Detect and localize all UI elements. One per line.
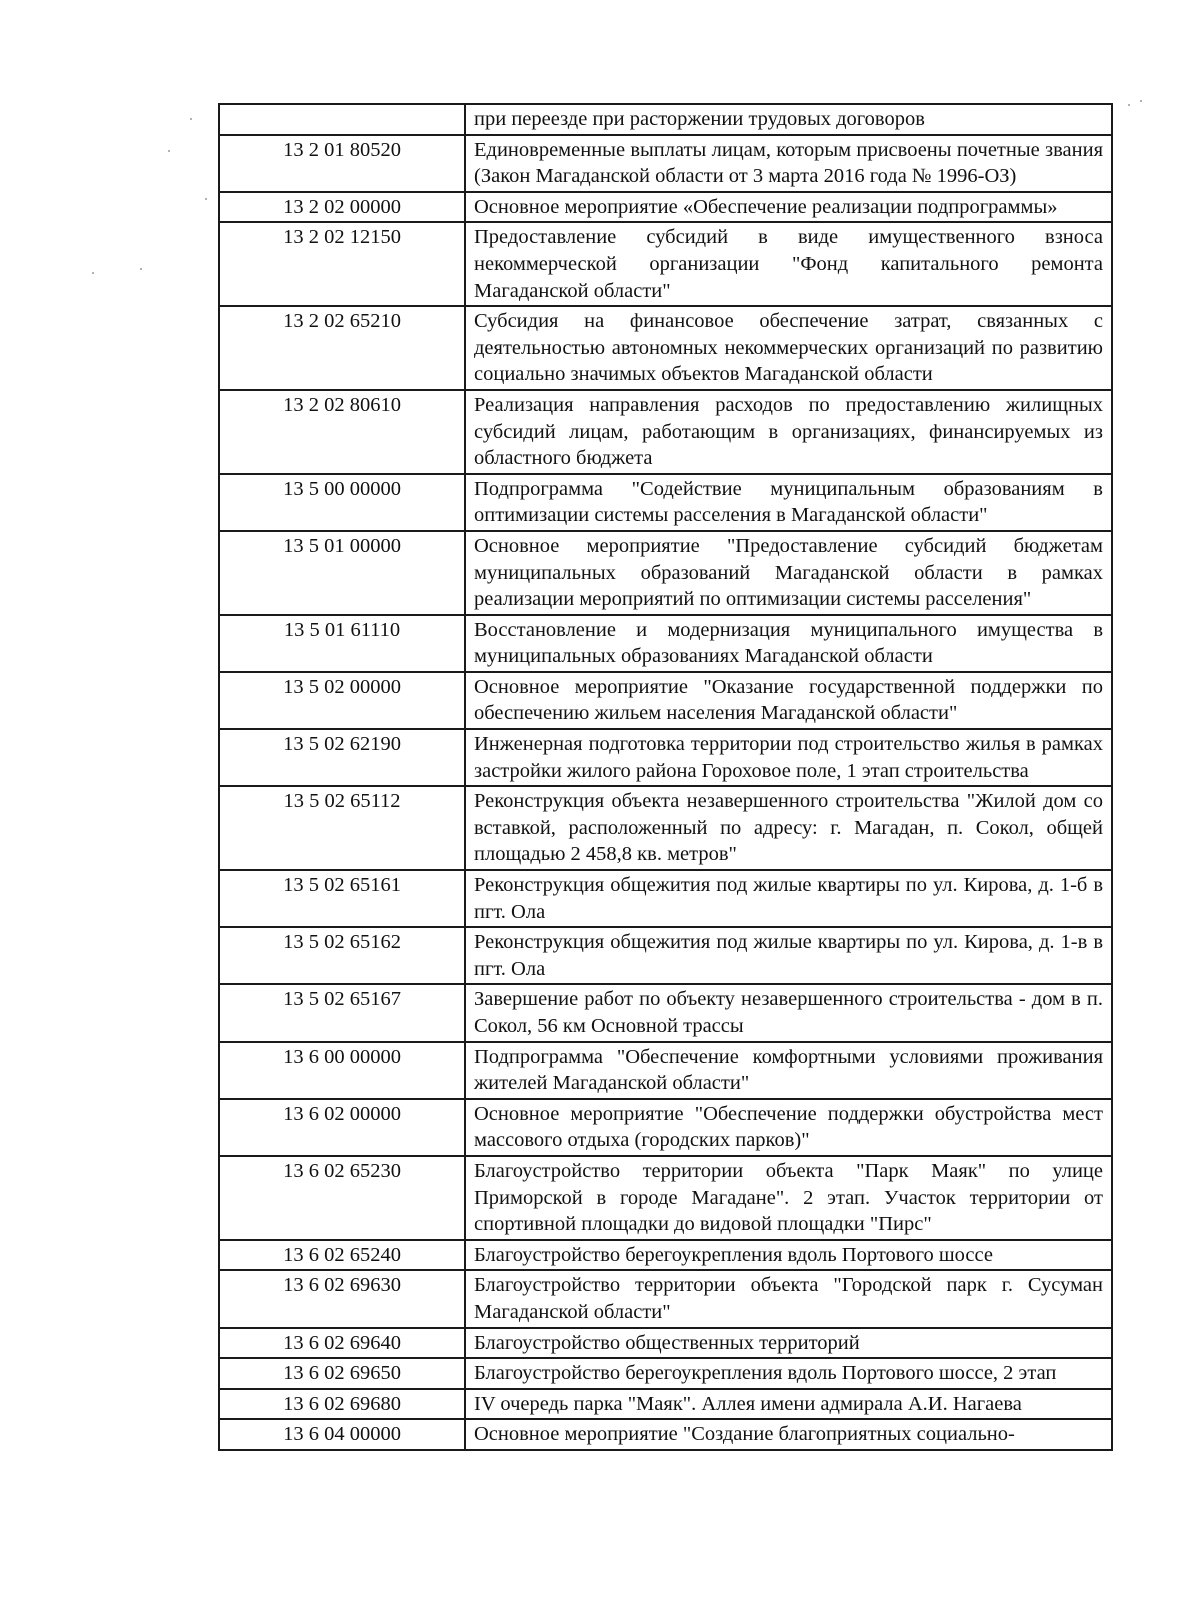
row-code: 13 5 02 65161 <box>219 870 465 927</box>
row-description: Основное мероприятие "Оказание государственной поддержки по обеспечению жильем населения Магаданской области" <box>465 672 1112 729</box>
row-description: Основное мероприятие "Создание благоприятных социально- <box>465 1419 1112 1450</box>
row-code: 13 5 02 62190 <box>219 729 465 786</box>
row-code: 13 5 02 65112 <box>219 786 465 870</box>
row-code: 13 6 02 69630 <box>219 1270 465 1327</box>
row-code: 13 5 02 00000 <box>219 672 465 729</box>
table-row <box>219 672 1112 729</box>
row-description: Восстановление и модернизация муниципального имущества в муниципальных образованиях Магаданской области <box>465 615 1112 672</box>
row-code: 13 6 02 69650 <box>219 1358 465 1389</box>
table-row <box>219 1328 1112 1359</box>
row-description: Инженерная подготовка территории под строительство жилья в рамках застройки жилого района Гороховое поле, 1 этап строительства <box>465 729 1112 786</box>
row-code: 13 6 00 00000 <box>219 1042 465 1099</box>
table-row <box>219 1358 1112 1389</box>
row-description: Благоустройство общественных территорий <box>465 1328 1112 1359</box>
scan-speck <box>205 198 207 200</box>
row-description: Реконструкция объекта незавершенного строительства "Жилой дом со вставкой, расположенный по адресу: г. Магадан, п. Сокол, общей площадью 2 458,8 кв. метров" <box>465 786 1112 870</box>
table-row <box>219 870 1112 927</box>
row-description: Подпрограмма "Обеспечение комфортными условиями проживания жителей Магаданской области" <box>465 1042 1112 1099</box>
row-description: Подпрограмма "Содействие муниципальным образованиям в оптимизации системы расселения в Магаданской области" <box>465 474 1112 531</box>
row-description: IV очередь парка "Маяк". Аллея имени адмирала А.И. Нагаева <box>465 1389 1112 1420</box>
table-row <box>219 1099 1112 1156</box>
table-row <box>219 192 1112 223</box>
row-code: 13 6 02 69640 <box>219 1328 465 1359</box>
row-description: Основное мероприятие «Обеспечение реализации подпрограммы» <box>465 192 1112 223</box>
scan-speck <box>140 268 142 270</box>
row-code: 13 5 01 61110 <box>219 615 465 672</box>
row-description: Основное мероприятие "Обеспечение поддержки обустройства мест массового отдыха (городских парков)" <box>465 1099 1112 1156</box>
table-row <box>219 135 1112 192</box>
row-code: 13 5 02 65167 <box>219 984 465 1041</box>
row-description: Субсидия на финансовое обеспечение затрат, связанных с деятельностью автономных некоммерческих организаций по развитию социально значимых объектов Магаданской области <box>465 306 1112 390</box>
table-row <box>219 222 1112 306</box>
scan-speck <box>1140 100 1142 102</box>
table-row <box>219 786 1112 870</box>
table-row <box>219 729 1112 786</box>
row-code: 13 2 02 80610 <box>219 390 465 474</box>
row-code: 13 5 01 00000 <box>219 531 465 615</box>
table-row <box>219 104 1112 135</box>
row-description: Благоустройство берегоукрепления вдоль Портового шоссе <box>465 1240 1112 1271</box>
row-description: при переезде при расторжении трудовых договоров <box>465 104 1112 135</box>
table-row <box>219 306 1112 390</box>
row-description: Реконструкция общежития под жилые квартиры по ул. Кирова, д. 1-в в пгт. Ола <box>465 927 1112 984</box>
scan-speck <box>1128 104 1130 106</box>
row-code: 13 2 01 80520 <box>219 135 465 192</box>
table-row <box>219 1042 1112 1099</box>
scan-speck <box>92 272 94 274</box>
table-row <box>219 615 1112 672</box>
row-description: Благоустройство территории объекта "Парк Маяк" по улице Приморской в городе Магадане". 2 этап. Участок территории от спортивной площадки до видовой площадки "Пирс" <box>465 1156 1112 1240</box>
row-description: Благоустройство территории объекта "Городской парк г. Сусуман Магаданской области" <box>465 1270 1112 1327</box>
budget-classification-table <box>218 103 1113 1451</box>
row-code <box>219 104 465 135</box>
scan-speck <box>190 118 192 120</box>
row-code: 13 6 02 00000 <box>219 1099 465 1156</box>
table-row <box>219 390 1112 474</box>
table-row <box>219 531 1112 615</box>
table-body <box>219 104 1112 1450</box>
row-description: Единовременные выплаты лицам, которым присвоены почетные звания (Закон Магаданской области от 3 марта 2016 года № 1996-ОЗ) <box>465 135 1112 192</box>
row-code: 13 6 02 65240 <box>219 1240 465 1271</box>
row-description: Основное мероприятие "Предоставление субсидий бюджетам муниципальных образований Магаданской области в рамках реализации мероприятий по оптимизации системы расселения" <box>465 531 1112 615</box>
table-row <box>219 474 1112 531</box>
table-row <box>219 984 1112 1041</box>
row-code: 13 2 02 00000 <box>219 192 465 223</box>
row-description: Реализация направления расходов по предоставлению жилищных субсидий лицам, работающим в организациях, финансируемых из областного бюджета <box>465 390 1112 474</box>
table-row <box>219 1389 1112 1420</box>
row-code: 13 6 02 65230 <box>219 1156 465 1240</box>
row-code: 13 6 02 69680 <box>219 1389 465 1420</box>
row-description: Предоставление субсидий в виде имущественного взноса некоммерческой организации "Фонд капитального ремонта Магаданской области" <box>465 222 1112 306</box>
row-code: 13 2 02 65210 <box>219 306 465 390</box>
row-code: 13 5 00 00000 <box>219 474 465 531</box>
row-code: 13 5 02 65162 <box>219 927 465 984</box>
table-row <box>219 1419 1112 1450</box>
row-code: 13 2 02 12150 <box>219 222 465 306</box>
row-description: Благоустройство берегоукрепления вдоль Портового шоссе, 2 этап <box>465 1358 1112 1389</box>
table-row <box>219 927 1112 984</box>
table-row <box>219 1270 1112 1327</box>
table-row <box>219 1240 1112 1271</box>
row-description: Завершение работ по объекту незавершенного строительства - дом в п. Сокол, 56 км Основной трассы <box>465 984 1112 1041</box>
scan-speck <box>168 150 170 152</box>
row-code: 13 6 04 00000 <box>219 1419 465 1450</box>
row-description: Реконструкция общежития под жилые квартиры по ул. Кирова, д. 1-б в пгт. Ола <box>465 870 1112 927</box>
table-row <box>219 1156 1112 1240</box>
